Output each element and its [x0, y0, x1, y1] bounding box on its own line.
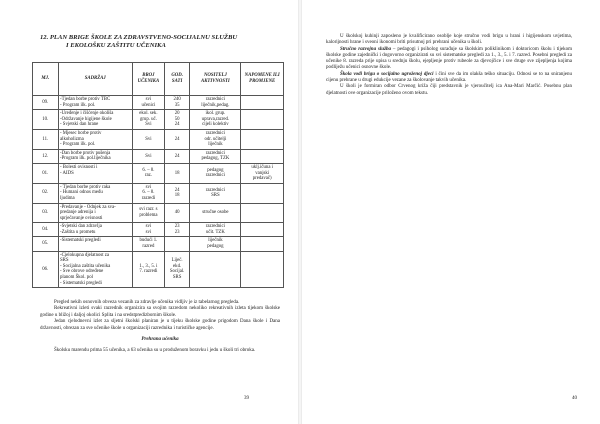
table-row	[33, 163, 284, 183]
cell-carrier-line: razrednici	[205, 150, 225, 156]
cell-hours	[164, 183, 190, 203]
cell-note-line: predavač)	[252, 176, 272, 182]
cell-content-line: -Svjetski dan zdravlja	[60, 224, 102, 230]
cell-hours-line: 35	[174, 102, 180, 108]
cell-content-line: -Cjelokupna djelatnost za	[60, 252, 110, 258]
cell-note	[241, 110, 284, 130]
cell-target-line: svi	[145, 184, 152, 190]
cell-note	[241, 96, 284, 110]
cell-content-line: -Dan borbe protiv pušenja	[60, 150, 111, 156]
cell-hours-line: 20	[174, 111, 180, 117]
cell-hours-line: 240	[173, 97, 181, 102]
cell-note	[241, 183, 284, 203]
table-row	[33, 149, 284, 163]
cell-note	[241, 223, 284, 237]
cell-content-line: SRS	[60, 258, 69, 264]
cell-hours-line: Liječ.	[171, 258, 183, 264]
body-paragraph	[326, 47, 572, 72]
cell-content-line: - Humani odnos među	[60, 190, 103, 196]
cell-hours	[164, 251, 190, 288]
cell-target-line: 7. razredi	[139, 269, 158, 275]
cell-carrier	[190, 223, 241, 237]
cell-content-line: -Program ilk. pol.liječnika	[60, 156, 111, 162]
table-header-row	[33, 63, 284, 96]
cell-target	[132, 110, 164, 130]
activity-plan-table	[32, 62, 284, 288]
cell-target-line: 6. – 8.	[142, 190, 155, 196]
cell-month: 02.	[33, 183, 59, 203]
cell-month: 04.	[33, 223, 59, 237]
cell-content	[58, 149, 132, 163]
cell-target-line: svi	[145, 97, 152, 102]
header-note: NAPOMENE ILI PROMJENE	[241, 63, 284, 96]
page-number-right: 40	[572, 396, 577, 401]
table-row	[33, 203, 284, 223]
cell-carrier	[190, 237, 241, 251]
cell-carrier	[190, 163, 241, 183]
cell-hours-line: ekd.	[173, 263, 182, 269]
cell-target-line: svi	[145, 229, 152, 235]
cell-target	[132, 183, 164, 203]
table-row	[33, 129, 284, 149]
note-paragraph: Jedan cjelodnevni izlet za sljetni školski planiran je u tijeku školske godine prigodom Dana škole i Dana državnosti, obrezan za sve učenike škole u organizaciji razrednika i turističke agencije.	[40, 319, 280, 331]
note-paragraph: Rekreativni izleti svaki razrednik organizira sa svojim razredom nekoliko rekreativnih izleta tijekom školske godine u bližoj i daljoj okolici Splita i na sredstpredizbornim šikole.	[40, 306, 280, 318]
right-page	[300, 0, 600, 424]
cell-content	[58, 237, 132, 251]
note-paragraph: Pregled nekih osnovnih obveza vezanih za zdravlje učenika vidljiv je iz tabelarnog pregleda.	[54, 300, 240, 305]
cell-content-line: predanje adrenija i	[60, 210, 96, 216]
cell-carrier-line: liječnik	[208, 238, 223, 244]
header-carrier: NOSITELJ AKTIVNOSTI	[190, 63, 241, 96]
cell-content-line: - Program ilk. pol.	[60, 102, 96, 108]
cell-content-line: - Svjetski dan hrane	[60, 122, 99, 128]
cell-note	[241, 251, 284, 288]
cell-target-line: raz.	[144, 173, 152, 179]
cell-month: 10.	[33, 110, 59, 130]
cell-carrier-line: ikol. grup.	[205, 111, 226, 117]
table-row	[33, 223, 284, 237]
body-paragraph: U školskoj kuhinji zaposleno je kvalificirano osoblje koje stručno vodi brigu u hrani i higijenskom uvjetima, kalorijnosti hrane i sveoni ikonomi briti prisutnoj pri prehrani učenika u školi.	[326, 34, 572, 46]
nutrition-subheading: Prehrana učenika	[141, 337, 179, 343]
cell-hours	[164, 129, 190, 149]
cell-carrier-line: SRS	[211, 193, 220, 199]
cell-month: 03.	[33, 203, 59, 223]
cell-carrier-line: pedagog	[207, 167, 224, 173]
heading-line-1: 12. PLAN BRIGE ŠKOLE ZA ZDRAVSTVENO-SOCIJALNU SLUŽBU	[40, 34, 238, 41]
cell-carrier	[190, 251, 241, 288]
cell-content-line: -Tjedan borbe protiv TBC	[60, 97, 111, 102]
page-number-left: 39	[244, 396, 249, 401]
cell-hours	[164, 237, 190, 251]
cell-target	[132, 223, 164, 237]
cell-carrier	[190, 96, 241, 110]
cell-target-line: razred	[142, 244, 155, 250]
cell-content-line: - Bolesti ovisnosti i	[60, 164, 98, 170]
right-text	[326, 34, 572, 97]
cell-hours-line: 24	[174, 136, 180, 142]
cell-target-line: grup. uč.	[139, 116, 157, 122]
cell-carrier	[190, 149, 241, 163]
cell-carrier-line: liječnik,pedag.	[201, 102, 230, 108]
cell-hours	[164, 203, 190, 223]
cell-target-line: Svi	[145, 153, 152, 159]
cell-content-line: -Zaštita u prometu	[60, 229, 96, 235]
cell-target-line: učenici	[141, 102, 156, 108]
cell-hours-line: 40	[174, 210, 180, 216]
cell-target	[132, 129, 164, 149]
cell-target	[132, 96, 164, 110]
emphasis-lead: Škola vodi brigu o socijalno ugroženoj djeci	[340, 71, 434, 77]
emphasis-lead: Stručno razvojna služba	[340, 46, 392, 52]
header-target: BROJ UČENIKA	[132, 63, 164, 96]
cell-content-line: - Socijalna zaštita učenika	[60, 263, 111, 269]
cell-content-line: - Sistematski pregledi	[60, 280, 102, 286]
cell-carrier-line: pedagog	[207, 244, 224, 250]
cell-carrier-line: stručne osobe	[202, 210, 229, 216]
cell-content-line: planom Škol. pol	[60, 275, 93, 281]
cell-target-line: razredi	[141, 195, 156, 201]
cell-content	[58, 203, 132, 223]
cell-carrier	[190, 129, 241, 149]
cell-target-line: 6. – 8.	[142, 167, 155, 173]
table-row	[33, 183, 284, 203]
left-notes	[40, 300, 280, 355]
cell-target-line: 1., 3., 5. i	[139, 263, 158, 269]
cell-target-line: Svi	[145, 122, 152, 128]
cell-content-line: -Uređenje i čišćenje okoliša	[60, 111, 114, 117]
cell-note	[241, 163, 284, 183]
cell-carrier-line: razrednici	[205, 130, 225, 136]
cell-content-line: - Sve obrove određene	[60, 269, 104, 275]
cell-carrier-line: uprava,razred.	[201, 116, 230, 122]
cell-content	[58, 251, 132, 288]
cell-content-line: sprječavanje ovisnosti	[60, 215, 103, 221]
paragraph-rest: i čini sve da im olakša teško situaciju. Odnosi se to na sniranjenu cijenu prehrane u drugi edukcije vezane za školovanje takvih učenika.	[326, 71, 572, 84]
cell-content	[58, 96, 132, 110]
cell-hours-line: Socijal.	[169, 269, 185, 275]
cell-hours-line: 18	[174, 170, 180, 176]
table-row	[33, 251, 284, 288]
cell-content-line: - AIDS	[60, 170, 74, 176]
cell-target-line: svi	[145, 224, 152, 230]
cell-content-line: - Mjesec borbe protiv	[60, 130, 102, 136]
cell-note	[241, 149, 284, 163]
cell-carrier-line: pedagog, TZK	[201, 156, 230, 162]
cell-target	[132, 203, 164, 223]
header-month: MJ.	[33, 63, 59, 96]
cell-hours-line: 24	[174, 153, 180, 159]
cell-hours-line: 23	[174, 224, 180, 230]
body-paragraph	[326, 72, 572, 85]
cell-month: 05.	[33, 237, 59, 251]
cell-carrier-line: liječnik	[208, 142, 223, 148]
cell-month: 11.	[33, 129, 59, 149]
cell-target-line: svi razr. s	[139, 207, 158, 213]
heading-line-2: I EKOLOŠKU ZAŠTITU UČENIKA	[66, 42, 166, 49]
cell-carrier-line: razrednici	[205, 97, 225, 102]
cell-target-line: problema	[139, 212, 158, 218]
cell-hours-line: 50	[174, 116, 180, 122]
cell-hours	[164, 149, 190, 163]
note-paragraph: Školsku marendu prima 55 učenika, a 63 učenika su u produženom boravku i jedu u školi tri obroka.	[54, 348, 256, 354]
cell-content-line: -Sistematski pregledi	[60, 238, 101, 244]
cell-target	[132, 251, 164, 288]
cell-target-line: ekol. sek.	[139, 111, 158, 117]
cell-note	[241, 129, 284, 149]
cell-content-line: alkoholizma	[60, 136, 84, 142]
cell-hours	[164, 223, 190, 237]
cell-carrier-line: razrednici	[205, 173, 225, 179]
cell-carrier-line: učit. TZK	[205, 229, 225, 235]
body-paragraph: U školi je formiran odbor Crvenog križa čiji predstavnik je vjeroučitelj ica Ana-Mari Marčić. Posebnu plan djelatnosti ove organizacije priloženo ovom tekstu.	[326, 84, 572, 96]
cell-content-line: -Održavanje higijene škole	[60, 116, 112, 122]
cell-content	[58, 110, 132, 130]
cell-content	[58, 183, 132, 203]
cell-carrier-line: razrednici	[205, 224, 225, 230]
cell-target	[132, 237, 164, 251]
cell-carrier	[190, 183, 241, 203]
cell-carrier-line: odr. učitelji	[204, 136, 227, 142]
cell-target-line: Svi	[145, 136, 152, 142]
cell-carrier-line: razrednici	[205, 187, 225, 193]
table-row	[33, 237, 284, 251]
cell-month: 12.	[33, 149, 59, 163]
cell-month: 01.	[33, 163, 59, 183]
table-row	[33, 96, 284, 110]
cell-note-line: vanjski	[255, 170, 270, 176]
cell-carrier	[190, 203, 241, 223]
cell-hours	[164, 96, 190, 110]
cell-note	[241, 237, 284, 251]
cell-hours	[164, 163, 190, 183]
cell-target	[132, 163, 164, 183]
cell-hours	[164, 110, 190, 130]
table-row	[33, 110, 284, 130]
cell-hours-line: 18	[174, 193, 180, 199]
cell-target	[132, 149, 164, 163]
cell-hours-line: 23	[174, 229, 180, 235]
cell-hours-line: SRS	[172, 275, 182, 281]
cell-month: 09.	[33, 96, 59, 110]
cell-carrier-line: cijeli kolektiv	[202, 122, 229, 128]
section-heading	[40, 34, 280, 50]
cell-content	[58, 129, 132, 149]
cell-content-line: ljudima	[60, 195, 75, 201]
cell-note	[241, 203, 284, 223]
header-hours: GOD. SATI	[164, 63, 190, 96]
cell-content-line: - Program ilk. pol.	[60, 142, 96, 148]
cell-content	[58, 223, 132, 237]
cell-content	[58, 163, 132, 183]
cell-month: 06.	[33, 251, 59, 288]
cell-note-line: uklj.ičuna i	[251, 164, 273, 170]
cell-target-line: budući 1.	[139, 238, 158, 244]
table-body	[33, 96, 284, 288]
cell-hours-line: 24	[174, 122, 180, 128]
cell-carrier	[190, 110, 241, 130]
header-content: SADRŽAJ	[58, 63, 132, 96]
paragraph-rest: – pedagogi i psiholog surađuje sa školskim poliklinikom i doktoricom školu i tijekom školske godine zajednički i dogovorno organizirati su svi sistematske pregledi za 1., 3., 5. i 7. razred. Posebni pregledi za učenike 8. razreda prije upisa u srednju školu, ejepljenje protiv rubeole za djevojčice i sve druge sve zijepljenja kojima podliježu učenici osnovne škole.	[326, 46, 572, 71]
cell-content-line: - Tjedan borbe protiv raka	[60, 184, 111, 190]
cell-content-line: -Predavanje - Odnjek za sva-	[60, 204, 116, 210]
cell-hours-line: 24	[174, 187, 180, 193]
